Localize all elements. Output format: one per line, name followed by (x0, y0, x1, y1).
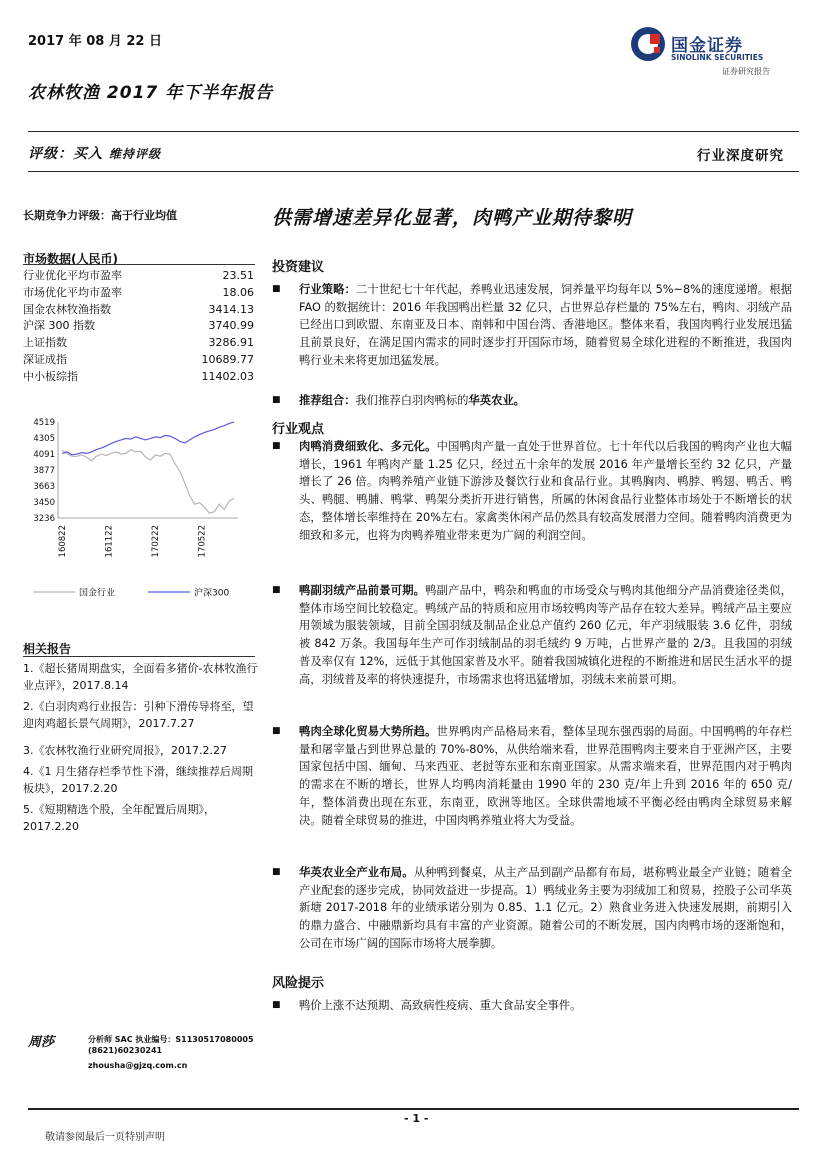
long-term-rating: 长期竞争力评级：高于行业均值 (23, 209, 177, 222)
market-data-value: 10689.77 (201, 352, 254, 366)
bullet-icon: ■ (272, 395, 281, 405)
market-data-value: 23.51 (222, 269, 254, 282)
related-report-item[interactable]: 5.《短期精选个股，全年配置后周期》，2017.2.20 (23, 803, 215, 833)
related-report-item[interactable]: 2.《白羽肉鸡行业报告：引种下滑传导将至，望迎肉鸡超长景气周期》，2017.7.27 (23, 700, 254, 730)
section-risk: 风险提示 (272, 976, 325, 991)
chart-x-tick-label: 160822 (58, 525, 68, 558)
paragraph-global-trade: ■ 鸭肉全球化贸易大势所趋。世界鸭肉产品格局来看，整体呈现东强西弱的局面。中国鸭鸭的年存栏量和屠宰量占到世界总量的 70%-80%，从供给端来看，世界范围鸭肉主要来自于亚洲产区，主要国家包括中国、缅甸、马来西亚、老挝等东亚和东南亚国家。从需求端来看，世界范围内对于鸭肉的需求在不断的增长，世界人均鸭肉消耗量由 1990 年的 230 克/年上升到 2016 年的 650 克/年，整体消费出现在东亚，东南亚，欧洲等地区。全球供需地域不平衡必经由鸭肉全球贸易来解决。随着全球贸易的推进，中国肉鸭养殖业将大为受益。 (272, 725, 792, 827)
rating (28, 143, 161, 163)
related-reports-list (23, 660, 263, 839)
related-report-item[interactable]: 3.《农林牧渔行业研究周报》，2017.2.27 (23, 744, 227, 757)
chart-legend-label: 沪深300 (194, 588, 230, 599)
sinolink-logo-icon (628, 24, 668, 64)
footer-disclaimer: 敬请参阅最后一页特别声明 (45, 1132, 165, 1143)
chart-x-tick-label: 161122 (104, 525, 115, 558)
market-data-row (23, 268, 255, 285)
chart-y-tick-label: 3663 (33, 482, 55, 492)
market-data-label: 国金农林牧渔指数 (23, 302, 111, 316)
analyst-name: 周莎 (28, 1035, 55, 1050)
market-data-value: 11402.03 (201, 369, 254, 383)
section-investment: 投资建议 (272, 260, 325, 275)
market-data-value: 3286.91 (208, 336, 254, 350)
rating-label: 评级：买入 (28, 146, 103, 162)
market-data-row (23, 335, 255, 352)
market-data-row (23, 318, 255, 335)
report-date: 2017 年 08 月 22 日 (28, 34, 162, 49)
bullet-icon: ■ (272, 867, 281, 877)
footer-divider (28, 1108, 799, 1110)
market-data-label: 上证指数 (23, 336, 67, 350)
index-line-chart (23, 410, 255, 610)
rating-divider (28, 171, 799, 172)
market-data-value: 18.06 (222, 285, 254, 299)
rating-note: 维持评级 (109, 147, 162, 161)
chart-y-tick-label: 4519 (33, 418, 55, 428)
market-data-label: 行业优化平均市盈率 (23, 269, 122, 282)
market-data-value: 3740.99 (208, 319, 254, 333)
logo-english: SINOLINK SECURITIES (671, 53, 764, 62)
header-divider (28, 131, 799, 132)
bullet-icon: ■ (272, 441, 281, 451)
market-data-divider (23, 264, 255, 265)
logo-name: 国金证券 (671, 36, 743, 56)
market-data-table (23, 268, 255, 386)
chart-y-tick-label: 3450 (33, 498, 55, 508)
chart-y-tick-label: 4091 (33, 450, 55, 460)
market-data-value: 3414.13 (208, 302, 254, 316)
chart-series-line (62, 450, 234, 514)
related-reports-title: 相关报告 (23, 642, 72, 656)
market-data-label: 中小板综指 (23, 369, 78, 383)
bullet-icon: ■ (272, 284, 281, 294)
chart-series-line (62, 422, 234, 455)
paragraph-portfolio: ■ 推荐组合：我们推荐白羽肉鸭标的华英农业。 (272, 392, 792, 410)
related-divider (23, 656, 255, 657)
related-report-item[interactable]: 1.《超长猪周期盘实，全面看多猪价-农林牧渔行业点评》，2017.8.14 (23, 662, 258, 692)
chart-y-tick-label: 4305 (33, 434, 55, 444)
market-data-label: 沪深 300 指数 (23, 319, 95, 333)
report-type: 行业深度研究 (697, 148, 784, 164)
market-data-row (23, 285, 255, 302)
logo-subtitle: 证券研究报告 (722, 67, 770, 76)
related-report-item[interactable]: 4.《1 月生猪存栏季节性下滑，继续推荐后周期板块》，2017.2.20 (23, 765, 253, 795)
market-data-row (23, 352, 255, 369)
paragraph-strategy: ■ 行业策略：二十世纪七十年代起，养鸭业迅速发展，饲养量平均每年以 5%~8%的速度递增。根据 FAO 的数据统计：2016 年我国鸭出栏量 32 亿只，占世界总存栏量的 75%左右，鸭肉、羽绒产品已经出口到欧盟、东南亚及日本、南韩和中国台湾、香港地区。整体来看，我国肉鸭行业发展迅猛且前景良好，在满足国内需求的同时逐步打开国际市场，随着贸易全球化进程的不断推进，我国肉鸭行业未来将更加迅猛发展。 (272, 283, 792, 367)
paragraph-huaying: ■ 华英农业全产业布局。从种鸭到餐桌，从主产品到副产品都有布局，堪称鸭业最全产业链；随着全产业配套的逐步完成，协同效益进一步提高。1）鸭绒业务主要为羽绒加工和贸易，控股子公司华英新塘 2017-2018 年的业绩承诺分别为 0.85、1.1 亿元。2）熟食业务进入快速发展期，前期引入的鼎力盛合、中融鼎新均具有丰富的产业资源。随着公司的不断发展，国内肉鸭市场的逐渐饱和，公司在市场广阔的国际市场将大展拳脚。 (272, 866, 792, 950)
chart-x-tick-label: 170522 (197, 525, 208, 558)
chart-legend-label: 国金行业 (79, 588, 116, 599)
market-data-label: 市场优化平均市盈率 (23, 285, 122, 299)
report-title: 农林牧渔 2017 年下半年报告 (28, 83, 274, 103)
analyst-phone: (8621)60230241 (88, 1046, 163, 1055)
headline: 供需增速差异化显著，肉鸭产业期待黎明 (272, 207, 633, 229)
analyst-info (88, 1034, 254, 1071)
market-data-label: 深证成指 (23, 352, 67, 366)
market-data-row (23, 302, 255, 319)
bullet-icon: ■ (272, 1000, 281, 1010)
analyst-license: 分析师 SAC 执业编号：S1130517080005 (88, 1035, 254, 1044)
page-number: - 1 - (404, 1112, 429, 1125)
chart-x-tick-label: 170222 (150, 525, 161, 558)
paragraph-risk: ■ 鸭价上涨不达预期、高致病性疫病、重大食品安全事件。 (272, 997, 792, 1015)
chart-y-tick-label: 3877 (33, 466, 55, 476)
bullet-icon: ■ (272, 585, 281, 595)
chart-y-tick-label: 3236 (33, 514, 55, 524)
bullet-icon: ■ (272, 726, 281, 736)
analyst-email[interactable]: zhousha@gjzq.com.cn (88, 1061, 188, 1070)
paragraph-consumption: ■ 肉鸭消费细致化、多元化。中国鸭肉产量一直处于世界首位。七十年代以后我国的鸭肉产业也大幅增长，1961 年鸭肉产量 1.25 亿只，经过五十余年的发展 2016 年产量增长至约 32 亿只，产量增长了 26 倍。肉鸭养殖产业链下游涉及餐饮行业和食品行业。其鸭胸肉、鸭脖、鸭翅、鸭舌、鸭头、鸭腿、鸭脯、鸭掌、鸭架分类折开进行销售，所属的休闲食品行业整体市场处于不断增长的状态，整体增长率维持在 20%左右。家禽类休闲产品仍然具有较高发展潜力空间。随着鸭肉消费更为细致和多元，也将为肉鸭养殖业带来更为广阔的利润空间。 (272, 440, 792, 542)
market-data-title: 市场数据(人民币) (23, 252, 118, 266)
section-industry-view: 行业观点 (272, 422, 325, 437)
paragraph-down: ■ 鸭副羽绒产品前景可期。鸭副产品中，鸭杂和鸭血的市场受众与鸭肉其他细分产品消费途径类似，整体市场空间比较稳定。鸭绒产品的特质和应用市场较鸭肉等产品存在较大差异。鸭绒产品主要应用领域为服装领域，目前全国羽绒及制品企业总产值约 260 亿元，年产羽绒服装 3.6 亿件，羽绒被 842 万条。我国每年生产可作羽绒制品的羽毛绒约 9 万吨，占世界产量的 2/3。且我国的羽绒普及率仅有 12%，远低于其他国家普及水平。随着我国城镇化进程的不断推进和居民生活水平的提高，羽绒普及率的将快速提升，市场需求也将迅猛增加，羽绒未来前景可期。 (272, 584, 792, 686)
market-data-row (23, 369, 255, 386)
